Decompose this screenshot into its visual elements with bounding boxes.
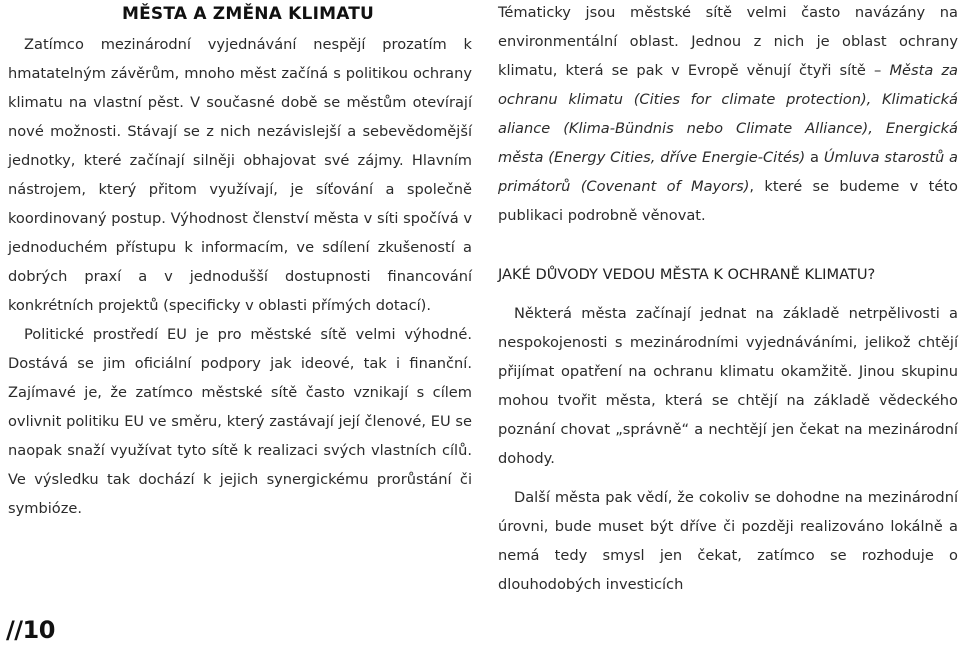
left-column [8,0,472,523]
intro-italic-1: Města za ochranu klimatu (Cities for climate protection), Klimatická aliance (Klima-Bündnis nebo Climate Alliance), Energická města (Energy Cities, dříve Energie-Cités) [498,62,958,166]
left-paragraph-1: Zatímco mezinárodní vyjednávání nespějí prozatím k hmatatelným závěrům, mnoho měst začíná s politikou ochrany klimatu na vlastní pěst. V současné době se městům otevírají nové možnosti. Stávají se z nich nezávislejší a sebevědomější jednotky, které začínají silněji obhajovat své zájmy. Hlavním nástrojem, který přitom využívají, je síťování a společně koordinovaný postup. Výhodnost členství města v síti spočívá v jednoduchém přístupu k informacím, ve sdílení zkušeností a dobrých praxí a v jednodušší dostupnosti financování konkrétních projektů (specificky v oblasti přímých dotací). [8,36,472,314]
intro-text-1: Tématicky jsou městské sítě velmi často navázány na environmentální oblast. Jednou z nich je oblast ochrany klimatu, která se pak v Evropě věnují čtyři sítě – [498,4,958,79]
page-number: //10 [6,616,55,644]
section-heading: JAKÉ DŮVODY VEDOU MĚSTA K OCHRANĚ KLIMATU? [498,266,876,283]
intro-italic-2: Úmluva starostů a primátorů (Covenant of Mayors) [498,149,958,195]
right-paragraph-2: Další města pak vědí, že cokoliv se dohodne na mezinárodní úrovni, bude muset být dříve či později realizováno lokálně a nemá tedy smysl jen čekat, zatímco se rozhoduje o dlouhodobých investicích [498,489,958,593]
intro-text-2: a [805,149,824,166]
right-column [498,0,958,599]
intro-text-3: , které se budeme v této publikaci podrobně věnovat. [498,178,958,224]
section-title: MĚSTA A ZMĚNA KLIMATU [122,4,375,24]
right-intro-paragraph [498,0,958,230]
left-paragraph-2: Politické prostředí EU je pro městské sítě velmi výhodné. Dostává se jim oficiální podpory jak ideové, tak i finanční. Zajímavé je, že zatímco městské sítě často vznikají s cílem ovlivnit politiku EU ve směru, který zastávají její členové, EU se naopak snaží využívat tyto sítě k realizaci svých vlastních cílů. Ve výsledku tak dochází k jejich synergickému prorůstání či symbióze. [8,326,472,517]
right-paragraph-1: Některá města začínají jednat na základě netrpělivosti a nespokojenosti s mezinárodními vyjednáváními, jelikož chtějí přijímat opatření na ochranu klimatu okamžitě. Jinou skupinu mohou tvořit města, která se chtějí na základě vědeckého poznání chovat „správně“ a nechtějí jen čekat na mezinárodní dohody. [498,305,958,467]
